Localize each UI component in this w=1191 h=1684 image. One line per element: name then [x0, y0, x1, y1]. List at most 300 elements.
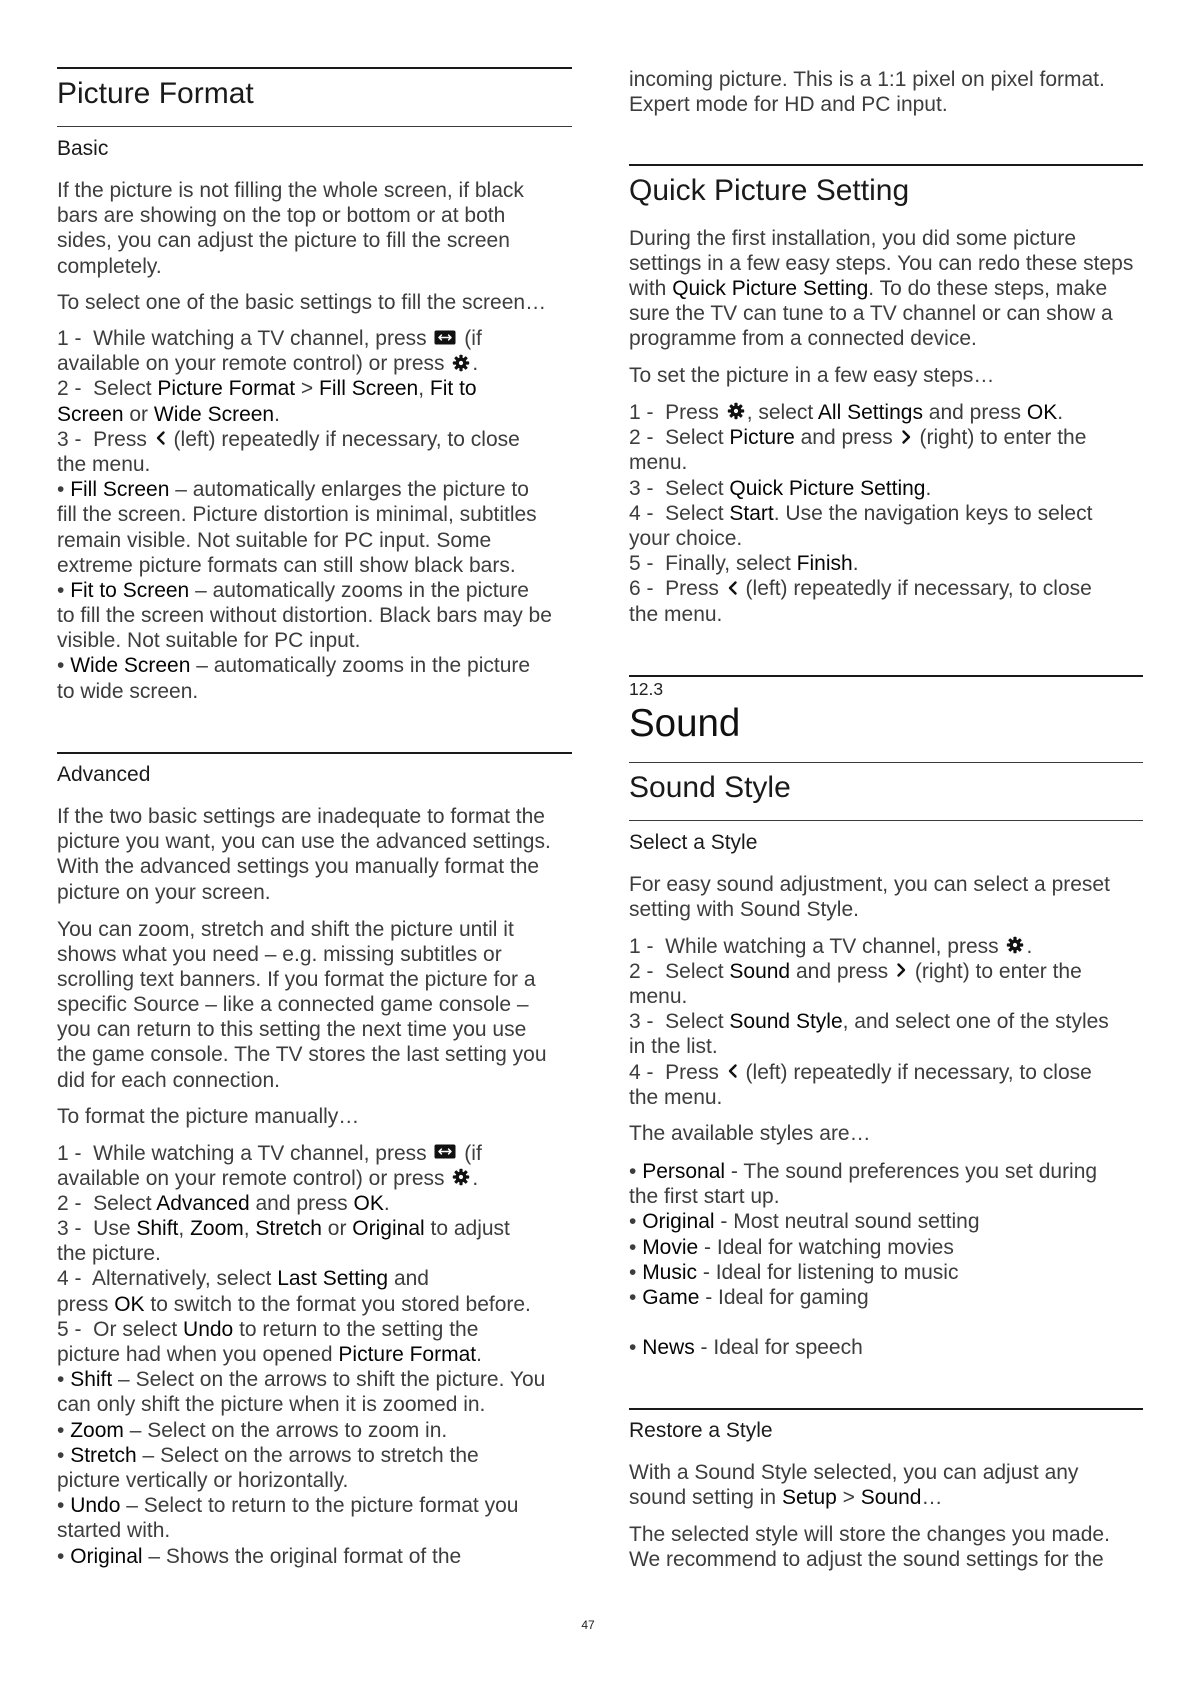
text-run: - Most neutral sound setting	[714, 1210, 980, 1234]
text-line	[629, 1085, 1143, 1110]
text-run: The selected style will store the changes you made.	[629, 1522, 1110, 1546]
text-run: With a Sound Style selected, you can adjust any	[629, 1461, 1079, 1484]
text-line	[57, 1443, 572, 1468]
text-run: 3 - Select	[629, 476, 730, 500]
menu-term: Personal	[642, 1160, 726, 1183]
text-run: to switch to the format you stored before.	[144, 1292, 531, 1316]
menu-term: Finish	[796, 552, 853, 576]
text-run: - Ideal for gaming	[699, 1285, 869, 1309]
text-run: - Ideal for speech	[694, 1336, 863, 1360]
text-run: programme from a connected device.	[629, 327, 977, 351]
section-title-quick-picture-setting: Quick Picture Setting	[629, 173, 910, 207]
section-divider	[57, 67, 572, 69]
text-run: We recommend to adjust the sound settings for the	[629, 1547, 1104, 1571]
basic-intro-paragraph	[57, 178, 572, 279]
text-line	[57, 1141, 572, 1166]
text-line	[629, 326, 1143, 351]
title-underline	[57, 126, 572, 127]
chevron-right-icon	[896, 962, 907, 978]
text-line	[57, 1493, 572, 1518]
text-run: you can return to this setting the next time you use	[57, 1018, 527, 1042]
text-line	[629, 251, 1143, 276]
text-run: and	[388, 1267, 429, 1291]
text-line	[57, 290, 572, 315]
text-run: started with.	[57, 1519, 171, 1543]
section-divider	[629, 164, 1143, 166]
text-run: – Select on the arrows to zoom in.	[123, 1418, 448, 1442]
gear-icon	[1006, 936, 1024, 954]
text-run: •	[629, 1160, 643, 1183]
text-line	[629, 934, 1143, 959]
continued-paragraph	[629, 67, 1143, 117]
text-run: picture had when you opened	[57, 1343, 339, 1366]
text-run: bars are showing on the top or bottom or at both	[57, 204, 506, 228]
text-run: To select one of the basic settings to fill the screen…	[57, 290, 547, 314]
text-line	[629, 602, 1143, 627]
text-run: the menu.	[629, 602, 723, 626]
text-line	[57, 854, 572, 879]
text-run: 2 - Select	[57, 377, 158, 401]
menu-term: Quick Picture Setting	[729, 476, 926, 500]
text-line	[57, 1544, 572, 1569]
text-line	[629, 276, 1143, 301]
menu-term: Undo	[70, 1494, 121, 1518]
text-line	[57, 427, 572, 452]
chevron-left-icon	[727, 580, 738, 596]
text-line	[57, 880, 572, 905]
text-line	[57, 228, 572, 253]
text-run: did for each connection.	[57, 1068, 280, 1092]
text-run: the picture.	[57, 1242, 161, 1266]
picture-format-icon	[434, 330, 456, 345]
text-run: setting with Sound Style.	[629, 898, 859, 922]
text-run: and press	[790, 959, 895, 983]
section-divider	[629, 762, 1143, 763]
qps-steps	[629, 400, 1143, 627]
text-run: menu.	[629, 985, 688, 1009]
text-run: To format the picture manually…	[57, 1104, 360, 1128]
section-divider	[57, 752, 572, 754]
text-line	[57, 992, 572, 1017]
text-line	[57, 1518, 572, 1543]
text-run: 2 - Select	[629, 959, 730, 983]
text-line	[57, 603, 572, 628]
text-run: in the list.	[629, 1035, 718, 1059]
text-line	[57, 804, 572, 829]
text-run: remain visible. Not suitable for PC input. Some	[57, 528, 492, 552]
text-run: . To do these steps, make	[868, 276, 1108, 300]
menu-term: Last Setting	[277, 1267, 389, 1291]
menu-term: Fit to	[429, 377, 477, 401]
select-style-intro-paragraph	[629, 872, 1143, 922]
menu-term: Original	[352, 1217, 425, 1241]
text-line	[57, 942, 572, 967]
text-run: sure the TV can tune to a TV channel or can show a	[629, 302, 1113, 326]
menu-term: Fill Screen	[70, 478, 170, 502]
subheading-restore-a-style: Restore a Style	[629, 1418, 773, 1442]
text-run: the menu.	[629, 1085, 723, 1109]
text-line	[57, 477, 572, 502]
menu-term: Sound	[860, 1486, 922, 1510]
text-line	[57, 1266, 572, 1291]
text-run: .	[925, 476, 932, 500]
gear-icon	[452, 354, 470, 372]
text-run: fill the screen. Picture distortion is minimal, subtitles	[57, 503, 537, 527]
text-run: (right) to enter the	[913, 426, 1087, 450]
text-line	[57, 1292, 572, 1317]
text-run: •	[629, 1235, 643, 1259]
text-line	[57, 917, 572, 942]
text-run: To set the picture in a few easy steps…	[629, 364, 995, 387]
text-run: •	[629, 1285, 643, 1309]
text-line	[629, 1034, 1143, 1059]
text-line	[57, 829, 572, 854]
text-line	[57, 1317, 572, 1342]
text-line	[57, 967, 572, 992]
menu-term: Zoom	[190, 1217, 244, 1241]
text-line	[57, 1241, 572, 1266]
text-run: 5 - Finally, select	[629, 552, 797, 576]
text-run: the game console. The TV stores the last setting you	[57, 1043, 547, 1067]
text-run: to wide screen.	[57, 679, 199, 703]
menu-term: Screen	[57, 402, 124, 426]
menu-term: Picture Format	[338, 1343, 477, 1366]
text-run: . Use the navigation keys to select	[773, 501, 1093, 525]
text-run: .	[1057, 401, 1064, 424]
text-line	[57, 1342, 572, 1367]
text-line	[629, 1209, 1143, 1234]
text-run: - Ideal for listening to music	[697, 1260, 959, 1284]
text-run: – Select to return to the picture format you	[120, 1494, 519, 1518]
text-line	[629, 1485, 1143, 1510]
menu-term: Picture	[729, 426, 795, 450]
text-run: – Select on the arrows to shift the picture. You	[112, 1368, 546, 1392]
text-run: For easy sound adjustment, you can select a preset	[629, 873, 1110, 896]
text-run: and press	[794, 426, 899, 450]
text-line	[57, 351, 572, 376]
gear-icon	[452, 1168, 470, 1186]
text-run: .	[274, 402, 280, 426]
text-line	[629, 1184, 1143, 1209]
text-run: or	[321, 1217, 353, 1241]
text-run: sides, you can adjust the picture to fill the screen	[57, 229, 510, 253]
text-line	[57, 628, 572, 653]
text-run: - Ideal for watching movies	[698, 1235, 954, 1259]
menu-term: Game	[642, 1285, 700, 1309]
text-run: – automatically zooms in the picture	[190, 654, 531, 678]
menu-term: Original	[642, 1210, 715, 1234]
text-run: …	[921, 1486, 943, 1510]
left-column	[57, 0, 572, 1684]
text-run: can only shift the picture when it is zoomed in.	[57, 1393, 486, 1417]
menu-term: OK	[353, 1191, 384, 1215]
menu-term: Stretch	[255, 1217, 322, 1241]
text-run: (left) repeatedly if necessary, to close	[739, 577, 1092, 601]
text-run: 3 - Press	[57, 427, 153, 451]
text-run: – automatically zooms in the picture	[189, 578, 529, 602]
restore-paragraph-1	[629, 1460, 1143, 1510]
text-run: - The sound preferences you set during	[725, 1160, 1098, 1183]
styles-list-extra	[629, 1335, 1143, 1360]
text-run: 4 - Select	[629, 501, 730, 525]
text-line	[629, 872, 1143, 897]
text-run: You can zoom, stretch and shift the picture until it	[57, 917, 514, 941]
chevron-left-icon	[155, 430, 166, 446]
text-line	[629, 1522, 1143, 1547]
menu-term: Shift	[136, 1217, 179, 1241]
subheading-advanced: Advanced	[57, 762, 151, 786]
text-run: •	[629, 1336, 643, 1360]
text-line	[629, 450, 1143, 475]
text-run: •	[57, 1494, 71, 1518]
text-line	[57, 1367, 572, 1392]
text-run: 6 - Press	[629, 577, 725, 601]
page-number: 47	[581, 1618, 595, 1632]
qps-lead-paragraph	[629, 363, 1143, 388]
text-run: completely.	[57, 254, 162, 278]
advanced-steps	[57, 1141, 572, 1569]
select-style-steps	[629, 934, 1143, 1110]
qps-intro-paragraph	[629, 226, 1143, 352]
text-line	[57, 452, 572, 477]
section-title-sound-style: Sound Style	[629, 771, 791, 804]
text-run: .	[852, 552, 859, 576]
text-line	[57, 578, 572, 603]
text-line	[629, 1060, 1143, 1085]
text-line	[629, 551, 1143, 576]
text-run: to return to the setting the	[233, 1317, 479, 1341]
chapter-title: Sound	[629, 702, 741, 746]
text-line	[57, 178, 572, 203]
text-run: (left) repeatedly if necessary, to close	[167, 427, 520, 451]
text-run: (left) repeatedly if necessary, to close	[739, 1060, 1092, 1084]
text-line	[57, 1418, 572, 1443]
text-run: visible. Not suitable for PC input.	[57, 629, 361, 653]
text-run: – Shows the original format of the	[142, 1544, 462, 1568]
text-run: settings in a few easy steps. You can redo these steps	[629, 251, 1134, 275]
text-run: •	[629, 1210, 643, 1234]
text-run: menu.	[629, 451, 688, 475]
text-run: •	[629, 1260, 643, 1284]
text-line	[629, 400, 1143, 425]
text-run: If the two basic settings are inadequate to format the	[57, 805, 545, 828]
text-run: 2 - Select	[629, 426, 730, 450]
menu-term: Advanced	[156, 1191, 250, 1215]
text-line	[57, 1042, 572, 1067]
text-run: press	[57, 1292, 115, 1316]
text-run: picture vertically or horizontally.	[57, 1468, 349, 1492]
text-run: , select	[746, 401, 818, 424]
text-run: ,	[178, 1217, 191, 1241]
text-run: .	[472, 352, 479, 376]
text-run: available on your remote control) or press	[57, 1166, 451, 1190]
basic-lead-paragraph	[57, 290, 572, 315]
menu-term: Fill Screen	[319, 377, 419, 401]
text-line	[57, 1191, 572, 1216]
right-column	[629, 0, 1143, 1684]
text-line	[57, 402, 572, 427]
text-line	[57, 203, 572, 228]
advanced-intro-paragraph	[57, 804, 572, 905]
text-run: >	[295, 377, 320, 401]
text-run: 4 - Press	[629, 1060, 725, 1084]
text-line	[629, 363, 1143, 388]
restore-paragraph-2	[629, 1522, 1143, 1572]
text-run: •	[57, 1544, 71, 1568]
text-line	[57, 1468, 572, 1493]
text-run: •	[57, 1443, 71, 1467]
chapter-number: 12.3	[629, 678, 664, 699]
text-run: (if	[458, 1141, 482, 1165]
text-line	[57, 326, 572, 351]
text-run: or	[123, 402, 154, 426]
menu-term: Wide Screen	[153, 402, 275, 426]
text-line	[629, 959, 1143, 984]
text-run: •	[57, 478, 71, 502]
text-run: •	[57, 654, 71, 678]
text-line	[629, 226, 1143, 251]
text-line	[629, 1547, 1143, 1572]
text-run: shows what you need – e.g. missing subtitles or	[57, 942, 502, 966]
text-run: 2 - Select	[57, 1191, 157, 1215]
text-line	[57, 376, 572, 401]
text-line	[57, 553, 572, 578]
text-run: and press	[249, 1191, 354, 1215]
text-run: your choice.	[629, 526, 743, 550]
menu-term: Quick Picture Setting	[672, 276, 869, 300]
text-run: >	[836, 1486, 861, 1510]
text-run: extreme picture formats can still show black bars.	[57, 553, 516, 577]
text-line	[629, 301, 1143, 326]
menu-term: Undo	[183, 1317, 234, 1341]
chevron-right-icon	[901, 429, 912, 445]
title-underline	[629, 820, 1143, 821]
text-line	[629, 67, 1143, 92]
menu-term: Sound	[729, 959, 791, 983]
text-line	[57, 1216, 572, 1241]
menu-term: Picture Format	[157, 377, 296, 401]
text-line	[629, 1335, 1143, 1360]
text-run: 5 - Or select	[57, 1317, 184, 1341]
text-line	[57, 502, 572, 527]
text-line	[629, 576, 1143, 601]
menu-term: Music	[642, 1260, 698, 1284]
menu-term: News	[642, 1336, 695, 1360]
text-line	[57, 679, 572, 704]
text-run: and press	[922, 401, 1027, 424]
text-line	[629, 92, 1143, 117]
text-run: (if	[458, 327, 482, 350]
text-run: •	[57, 1368, 71, 1392]
menu-term: OK	[114, 1292, 145, 1316]
menu-term: Original	[70, 1544, 143, 1568]
menu-term: Fit to Screen	[70, 578, 190, 602]
menu-term: Zoom	[70, 1418, 124, 1442]
advanced-details-paragraph	[57, 917, 572, 1093]
text-run: , and select one of the styles	[842, 1010, 1109, 1034]
text-run: the menu.	[57, 452, 151, 476]
text-line	[57, 1166, 572, 1191]
text-run: specific Source – like a connected game console –	[57, 993, 529, 1017]
text-run: 3 - Select	[629, 1010, 730, 1034]
text-run: .	[472, 1166, 479, 1190]
text-line	[629, 1260, 1143, 1285]
text-run: ,	[243, 1217, 256, 1241]
text-run: 4 - Alternatively, select	[57, 1267, 278, 1291]
text-run: – automatically enlarges the picture to	[169, 478, 529, 502]
menu-term: Setup	[781, 1486, 837, 1510]
text-line	[629, 1009, 1143, 1034]
text-line	[57, 1392, 572, 1417]
text-line	[57, 653, 572, 678]
subheading-basic: Basic	[57, 137, 109, 160]
text-run: 3 - Use	[57, 1217, 137, 1241]
menu-term: Stretch	[70, 1443, 137, 1467]
text-run: .	[383, 1191, 390, 1215]
text-run: •	[57, 578, 71, 602]
text-line	[629, 501, 1143, 526]
text-run: Expert mode for HD and PC input.	[629, 92, 948, 116]
text-run: sound setting in	[629, 1486, 782, 1510]
text-line	[57, 528, 572, 553]
menu-term: Wide Screen	[70, 654, 191, 678]
text-run: If the picture is not filling the whole screen, if black	[57, 179, 524, 202]
gear-icon	[727, 402, 745, 420]
text-run: With the advanced settings you manually format the	[57, 855, 540, 879]
text-run: to adjust	[424, 1217, 510, 1241]
advanced-lead-paragraph	[57, 1104, 572, 1129]
text-line	[629, 984, 1143, 1009]
chevron-left-icon	[727, 1063, 738, 1079]
section-title-picture-format: Picture Format	[57, 77, 254, 110]
text-line	[57, 1017, 572, 1042]
text-run: to fill the screen without distortion. Black bars may be	[57, 604, 552, 628]
section-divider	[629, 1408, 1143, 1410]
text-run: During the first installation, you did some picture	[629, 226, 1077, 250]
text-run: 1 - Press	[629, 401, 725, 424]
text-run: – Select on the arrows to stretch the	[136, 1443, 479, 1467]
text-run: The available styles are…	[629, 1122, 871, 1145]
text-run: •	[57, 1418, 71, 1442]
text-run: available on your remote control) or press	[57, 352, 451, 376]
text-line	[629, 476, 1143, 501]
text-run: (right) to enter the	[909, 959, 1082, 983]
picture-format-icon	[434, 1144, 456, 1159]
text-run: .	[476, 1343, 482, 1366]
styles-list	[629, 1159, 1143, 1310]
text-line	[629, 1235, 1143, 1260]
text-run: .	[1026, 934, 1033, 958]
subheading-select-a-style: Select a Style	[629, 830, 758, 854]
text-run: 1 - While watching a TV channel, press	[57, 1141, 433, 1165]
basic-steps	[57, 326, 572, 704]
text-line	[629, 897, 1143, 922]
text-line	[57, 254, 572, 279]
text-line	[57, 1104, 572, 1129]
menu-term: Shift	[70, 1368, 113, 1392]
text-run: scrolling text banners. If you format the picture for a	[57, 967, 536, 991]
text-line	[629, 1285, 1143, 1310]
text-run: picture you want, you can use the advanced settings.	[57, 830, 551, 854]
text-line	[629, 1460, 1143, 1485]
text-run: 1 - While watching a TV channel, press	[629, 934, 1005, 958]
menu-term: Sound Style	[729, 1010, 843, 1034]
menu-term: Start	[729, 501, 774, 525]
text-line	[629, 1121, 1143, 1146]
text-run: with	[629, 276, 673, 300]
menu-term: OK	[1026, 401, 1058, 424]
menu-term: Movie	[642, 1235, 699, 1259]
